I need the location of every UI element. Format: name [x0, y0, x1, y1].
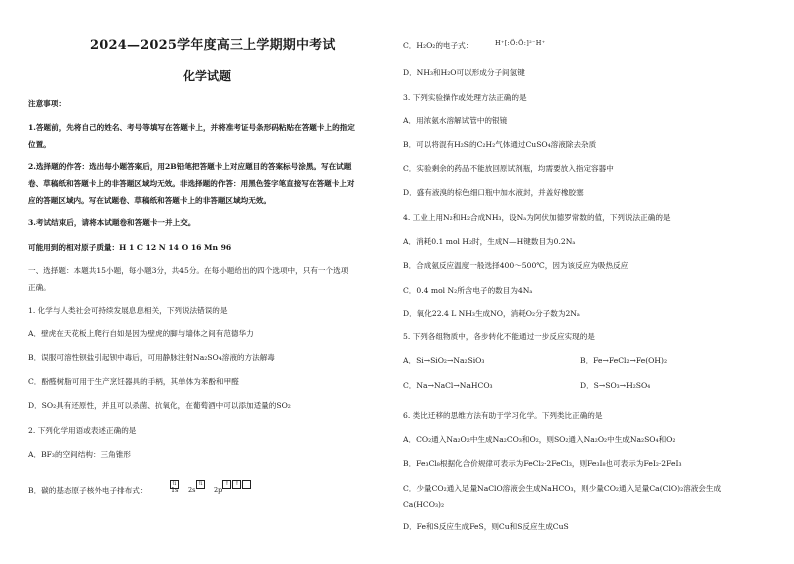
- h2o2-electron-formula: H⁺[:Ö:Ö:]²⁻H⁺: [495, 39, 546, 47]
- q3-stem: 3. 下列实验操作或处理方法正确的是: [403, 93, 527, 102]
- q6-option-c-b: Ca(HCO₃)₂: [403, 500, 445, 509]
- orbital-box-2p-2: ↑: [232, 480, 241, 489]
- orbital-label-2s: 2s: [188, 486, 196, 494]
- q1-stem: 1. 化学与人类社会可持续发展息息相关，下列说法错误的是: [28, 306, 228, 315]
- q6-option-c-a: C．少量CO₂通入足量NaClO溶液会生成NaHCO₃，则少量CO₂通入足量Ca(ClO)₂溶液会生成: [403, 484, 722, 493]
- q3-option-d: D．盛有液溴的棕色细口瓶中加水液封，并盖好橡胶塞: [403, 188, 584, 197]
- section1-intro-a: 一、选择题：本题共15小题，每小题3分，共45分。在每小题给出的四个选项中，只有一个选项: [28, 266, 349, 275]
- q2-option-a: A．BF₃的空间结构：三角锥形: [28, 450, 131, 459]
- q2-stem: 2. 下列化学用语或表述正确的是: [28, 426, 137, 435]
- q1-option-c: C．酚醛树脂可用于生产烹饪器具的手柄，其单体为苯酚和甲醛: [28, 377, 239, 386]
- q2-option-c-prefix: C．H₂O₂的电子式：: [403, 41, 474, 50]
- q2-option-d: D．NH₃和H₂O可以形成分子间氢键: [403, 68, 525, 77]
- q3-option-b: B．可以将混有H₂S的C₂H₂气体通过CuSO₄溶液除去杂质: [403, 140, 597, 149]
- q3-option-a: A．用浓氨水溶解试管中的银镜: [403, 116, 508, 125]
- exam-subtitle: 化学试题: [183, 69, 232, 83]
- q5-option-d: D．S→SO₃→H₂SO₄: [580, 381, 651, 390]
- orbital-label-2p: 2p: [214, 486, 223, 494]
- q6-option-b: B．Fe₃Cl₈根据化合价规律可表示为FeCl₂·2FeCl₃，则Fe₃I₈也可表示为FeI₂·2FeI₃: [403, 459, 682, 468]
- notice-item-2c: 应的答题区域内。写在试题卷、草稿纸和答题卡上的非答题区域均无效。: [28, 196, 271, 205]
- notice-item-1b: 位置。: [28, 140, 51, 149]
- q4-stem: 4. 工业上用N₂和H₂合成NH₃，设Nₐ为阿伏加德罗常数的值，下列说法正确的是: [403, 213, 671, 222]
- q4-option-c: C．0.4 mol N₂所含电子的数目为4Nₐ: [403, 286, 533, 295]
- atomic-masses: 可能用到的相对原子质量：H 1 C 12 N 14 O 16 Mn 96: [28, 243, 232, 252]
- q1-option-b: B．误服可溶性钡盐引起钡中毒后，可用静脉注射Na₂SO₄溶液的方法解毒: [28, 353, 275, 362]
- section1-intro-b: 正确。: [28, 283, 51, 292]
- orbital-box-2p-1: ↑: [222, 480, 231, 489]
- notice-item-1a: 1.答题前，先将自己的姓名、考号等填写在答题卡上，并将准考证号条形码粘贴在答题卡上的指定: [28, 123, 355, 132]
- q6-option-d: D．Fe和S反应生成FeS，则Cu和S反应生成CuS: [403, 522, 569, 531]
- orbital-diagram: [170, 474, 252, 493]
- q5-option-c: C．Na→NaCl→NaHCO₃: [403, 381, 493, 390]
- q6-stem: 6. 类比迁移的思维方法有助于学习化学。下列类比正确的是: [403, 411, 603, 420]
- q5-option-b: B．Fe→FeCl₂→Fe(OH)₂: [580, 356, 668, 365]
- q3-option-c: C．实验剩余的药品不能放回原试剂瓶，均需要放入指定容器中: [403, 164, 614, 173]
- notice-item-3: 3.考试结束后，请将本试题卷和答题卡一并上交。: [28, 218, 196, 227]
- q4-option-a: A．消耗0.1 mol H₂时，生成N—H键数目为0.2Nₐ: [403, 237, 576, 246]
- notice-heading: 注意事项：: [28, 99, 66, 108]
- notice-item-2a: 2.选择题的作答：选出每小题答案后，用2B铅笔把答题卡上对应题目的答案标号涂黑。写在试题: [28, 162, 352, 171]
- q1-option-a: A．壁虎在天花板上爬行自如是因为壁虎的脚与墙体之间有范德华力: [28, 329, 254, 338]
- exam-title: 2024—2025学年度高三上学期期中考试: [90, 38, 336, 53]
- q1-option-d: D．SO₂具有还原性，并且可以杀菌、抗氧化，在葡萄酒中可以添加适量的SO₂: [28, 401, 291, 410]
- notice-item-2b: 卷、草稿纸和答题卡上的非答题区域均无效。非选择题的作答：用黑色签字笔直接写在答题卡上对: [28, 179, 355, 188]
- orbital-box-2s: ⇅: [196, 480, 205, 489]
- q6-option-a: A．CO₂通入Na₂O₂中生成Na₂CO₃和O₂，则SO₂通入Na₂O₂中生成Na₂SO₄和O₂: [403, 435, 676, 444]
- orbital-box-1s: ⇅: [170, 480, 179, 489]
- q4-option-d: D．氧化22.4 L NH₃生成NO，消耗O₂分子数为2Nₐ: [403, 309, 580, 318]
- orbital-label-1s: 1s: [171, 486, 179, 494]
- q2-option-b: B．碳的基态原子核外电子排布式：: [28, 486, 148, 495]
- q5-stem: 5. 下列各组物质中，各步转化不能通过一步反应实现的是: [403, 332, 595, 341]
- orbital-box-2p-3: [242, 480, 251, 489]
- q4-option-b: B．合成氨反应温度一般选择400～500℃，因为该反应为吸热反应: [403, 261, 629, 270]
- q5-option-a: A．Si→SiO₂→Na₂SiO₃: [403, 356, 485, 365]
